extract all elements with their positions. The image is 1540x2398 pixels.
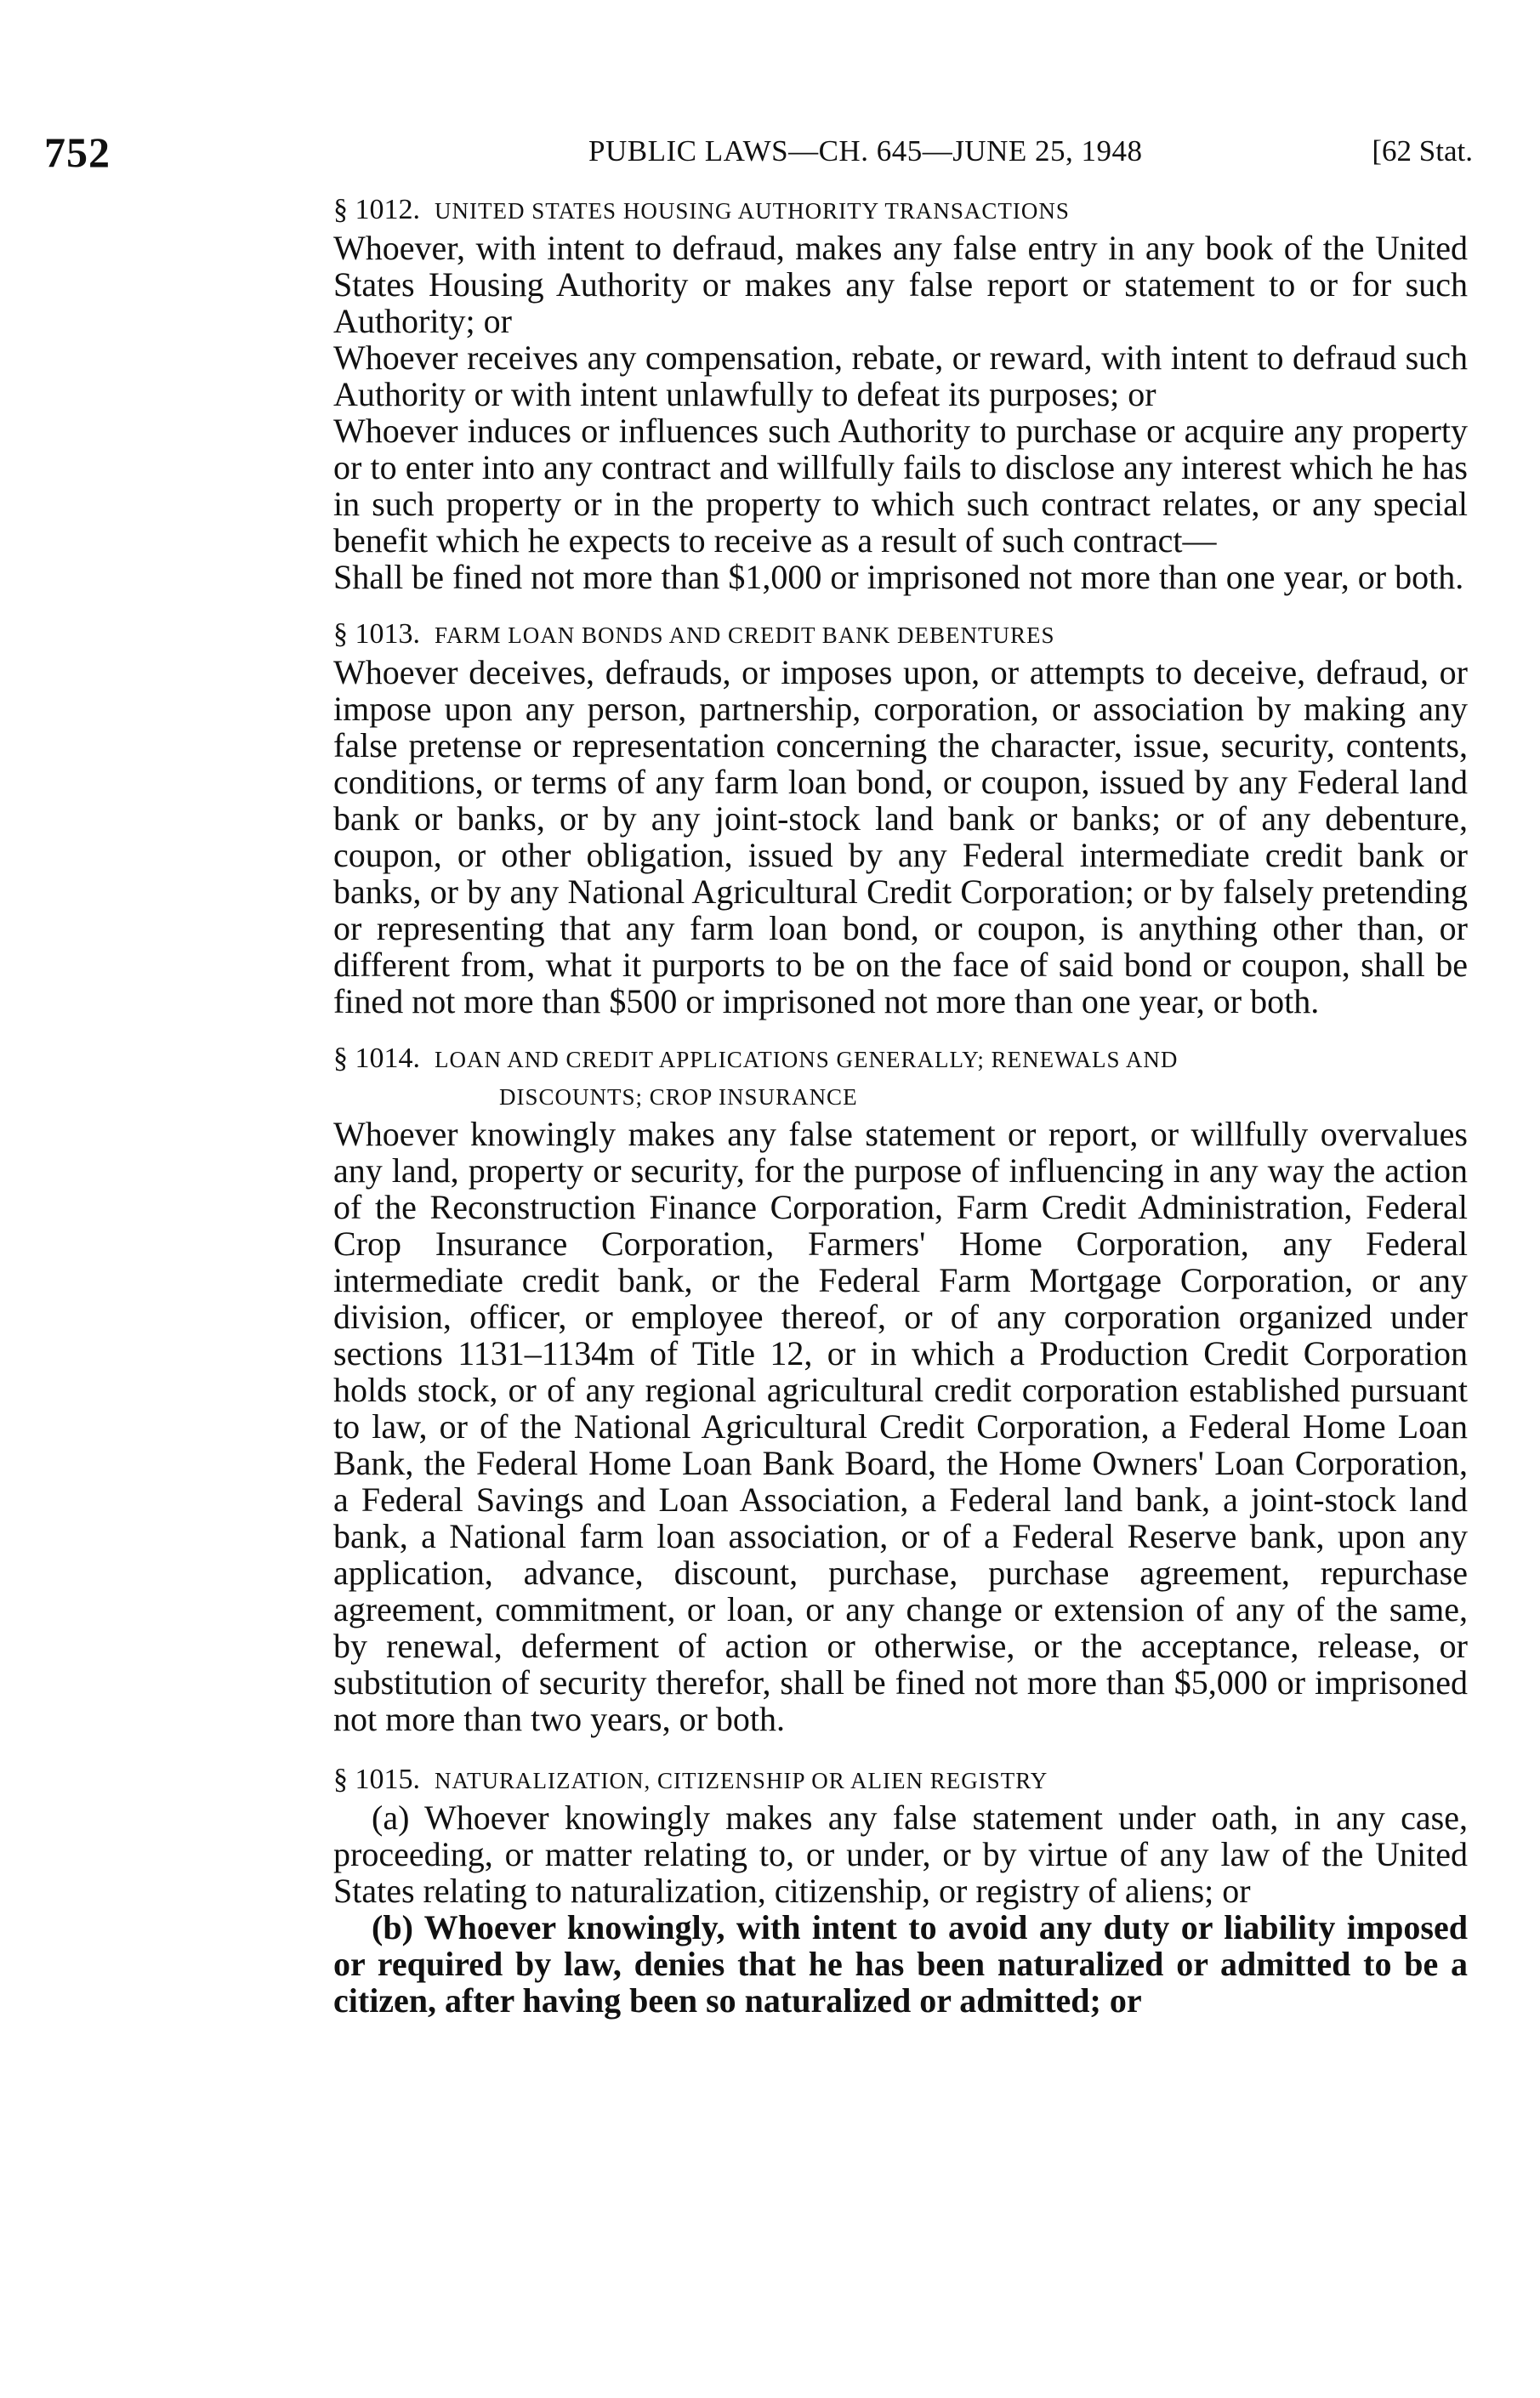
body-text [333,191,1468,2019]
section-title: LOAN AND CREDIT APPLICATIONS GENERALLY; RENEWALS AND [435,1047,1179,1072]
section-title-continued: DISCOUNTS; CROP INSURANCE [499,1084,858,1110]
section-number: § 1012. [333,194,420,225]
section-title: UNITED STATES HOUSING AUTHORITY TRANSACTIONS [435,198,1070,224]
paragraph: Whoever induces or influences such Authority to purchase or acquire any property or to enter into any contract and willfully fails to disclose any interest which he has in such property or in the property to which such contract relates, or any special benefit which he expects to receive as a result of such contract— [333,412,1468,560]
section-number: § 1013. [333,618,420,650]
section-title: FARM LOAN BONDS AND CREDIT BANK DEBENTURES [435,622,1055,648]
page-number: 752 [44,128,111,176]
paragraph: Whoever deceives, defrauds, or imposes upon, or attempts to deceive, defraud, or impose upon any person, partnership, corporation, or association by making any false pretense or representation concerning the character, issue, security, contents, conditions, or terms of any farm loan bond, or coupon, issued by any Federal land bank or banks, or by any joint-stock land bank or banks; or of any debenture, coupon, or other obligation, issued by any Federal intermediate credit bank or banks, or by any National Agricultural Credit Corporation; or by falsely pretending or representing that any farm loan bond, or coupon, is anything other than, or different from, what it purports to be on the face of said bond or coupon, shall be fined not more than $500 or imprisoned not more than one year, or both. [333,653,1468,1020]
section-title: NATURALIZATION, CITIZENSHIP OR ALIEN REGISTRY [435,1768,1048,1793]
paragraph: Whoever knowingly makes any false statement or report, or willfully overvalues any land, property or security, for the purpose of influencing in any way the action of the Reconstruction Finance Corporation, Farm Credit Administration, Federal Crop Insurance Corporation, Farmers' Home Corporation, any Federal intermediate credit bank, or the Federal Farm Mortgage Corporation, or any division, officer, or employee thereof, or of any corporation organized under sections 1131–1134m of Title 12, or in which a Production Credit Corporation holds stock, or of any regional agricultural credit corporation established pursuant to law, or of the National Agricultural Credit Corporation, a Federal Home Loan Bank, the Federal Home Loan Bank Board, the Home Owners' Loan Corporation, a Federal Savings and Loan Association, a Federal land bank, a joint-stock land bank, a National farm loan association, or of a Federal Reserve bank, upon any application, advance, discount, purchase, purchase agreement, repurchase agreement, commitment, or loan, or any change or extension of any of the same, by renewal, deferment of action or otherwise, or the acceptance, release, or substitution of security therefor, shall be fined not more than $5,000 or imprisoned not more than two years, or both. [333,1115,1468,1738]
running-head [44,128,1473,176]
paragraph: Shall be fined not more than $1,000 or imprisoned not more than one year, or both. [333,558,1464,596]
section-heading-1015 [333,1761,1468,1799]
section-heading-1013 [333,616,1468,654]
volume-reference: [62 Stat. [1372,134,1473,168]
paragraph: (b) Whoever knowingly, with intent to avoid any duty or liability imposed or required by law, denies that he has been naturalized or admitted to be a citizen, after having been so naturalized or admitted; or [333,1908,1468,2020]
section-heading-1014 [333,1040,1468,1116]
paragraph: Whoever receives any compensation, rebate, or reward, with intent to defraud such Authority or with intent unlawfully to defeat its purposes; or [333,338,1468,413]
section-heading-1012 [333,191,1468,230]
section-number: § 1014. [333,1043,420,1074]
running-title: PUBLIC LAWS—CH. 645—JUNE 25, 1948 [588,134,1143,168]
section-number: § 1015. [333,1764,420,1795]
paragraph: (a) Whoever knowingly makes any false statement under oath, in any case, proceeding, or matter relating to, or under, or by virtue of any law of the United States relating to naturalization, citizenship, or registry of aliens; or [333,1798,1468,1910]
paragraph: Whoever, with intent to defraud, makes any false entry in any book of the United States Housing Authority or makes any false report or statement to or for such Authority; or [333,229,1468,340]
